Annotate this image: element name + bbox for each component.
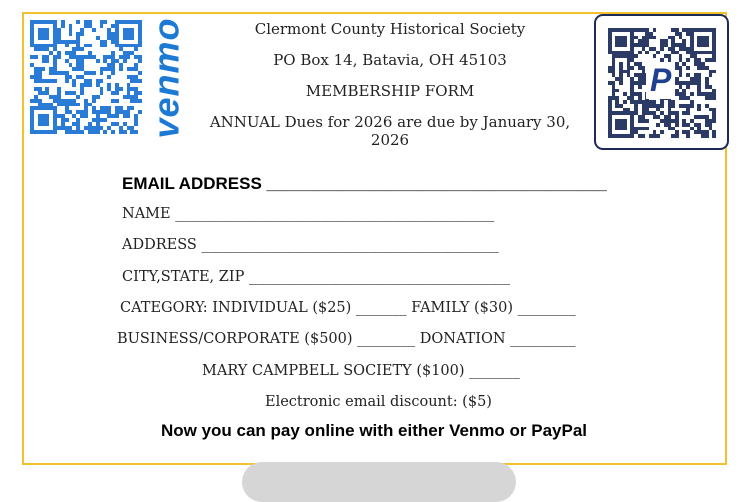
dues-notice: ANNUAL Dues for 2026 are due by January 30, 2026: [209, 113, 571, 149]
business-donation-field[interactable]: BUSINESS/CORPORATE ($500) ________ DONATION _________: [117, 331, 576, 347]
category-field[interactable]: CATEGORY: INDIVIDUAL ($25) _______ FAMILY ($30) ________: [120, 300, 576, 316]
form-title: MEMBERSHIP FORM: [305, 82, 475, 100]
name-field[interactable]: NAME ____________________________________________: [122, 206, 495, 222]
city-state-zip-field[interactable]: CITY,STATE, ZIP ____________________________________: [122, 269, 510, 285]
email-field[interactable]: EMAIL ADDRESS ____________________________________: [122, 174, 607, 193]
pay-online-note: Now you can pay online with either Venmo or PayPal: [160, 421, 588, 440]
venmo-text: venmo: [146, 16, 188, 139]
paypal-qr-card[interactable]: [595, 15, 728, 149]
paypal-logo-icon: P: [646, 62, 675, 99]
venmo-logo: [146, 16, 188, 139]
mary-campbell-field[interactable]: MARY CAMPBELL SOCIETY ($100) _______: [202, 363, 520, 379]
venmo-qr-code[interactable]: [30, 20, 142, 134]
org-name: Clermont County Historical Society: [254, 20, 526, 38]
email-discount-note: Electronic email discount: ($5): [265, 394, 492, 410]
address-field[interactable]: ADDRESS _________________________________________: [122, 237, 499, 253]
org-address: PO Box 14, Batavia, OH 45103: [273, 51, 507, 69]
viewer-toolbar[interactable]: [242, 462, 516, 502]
